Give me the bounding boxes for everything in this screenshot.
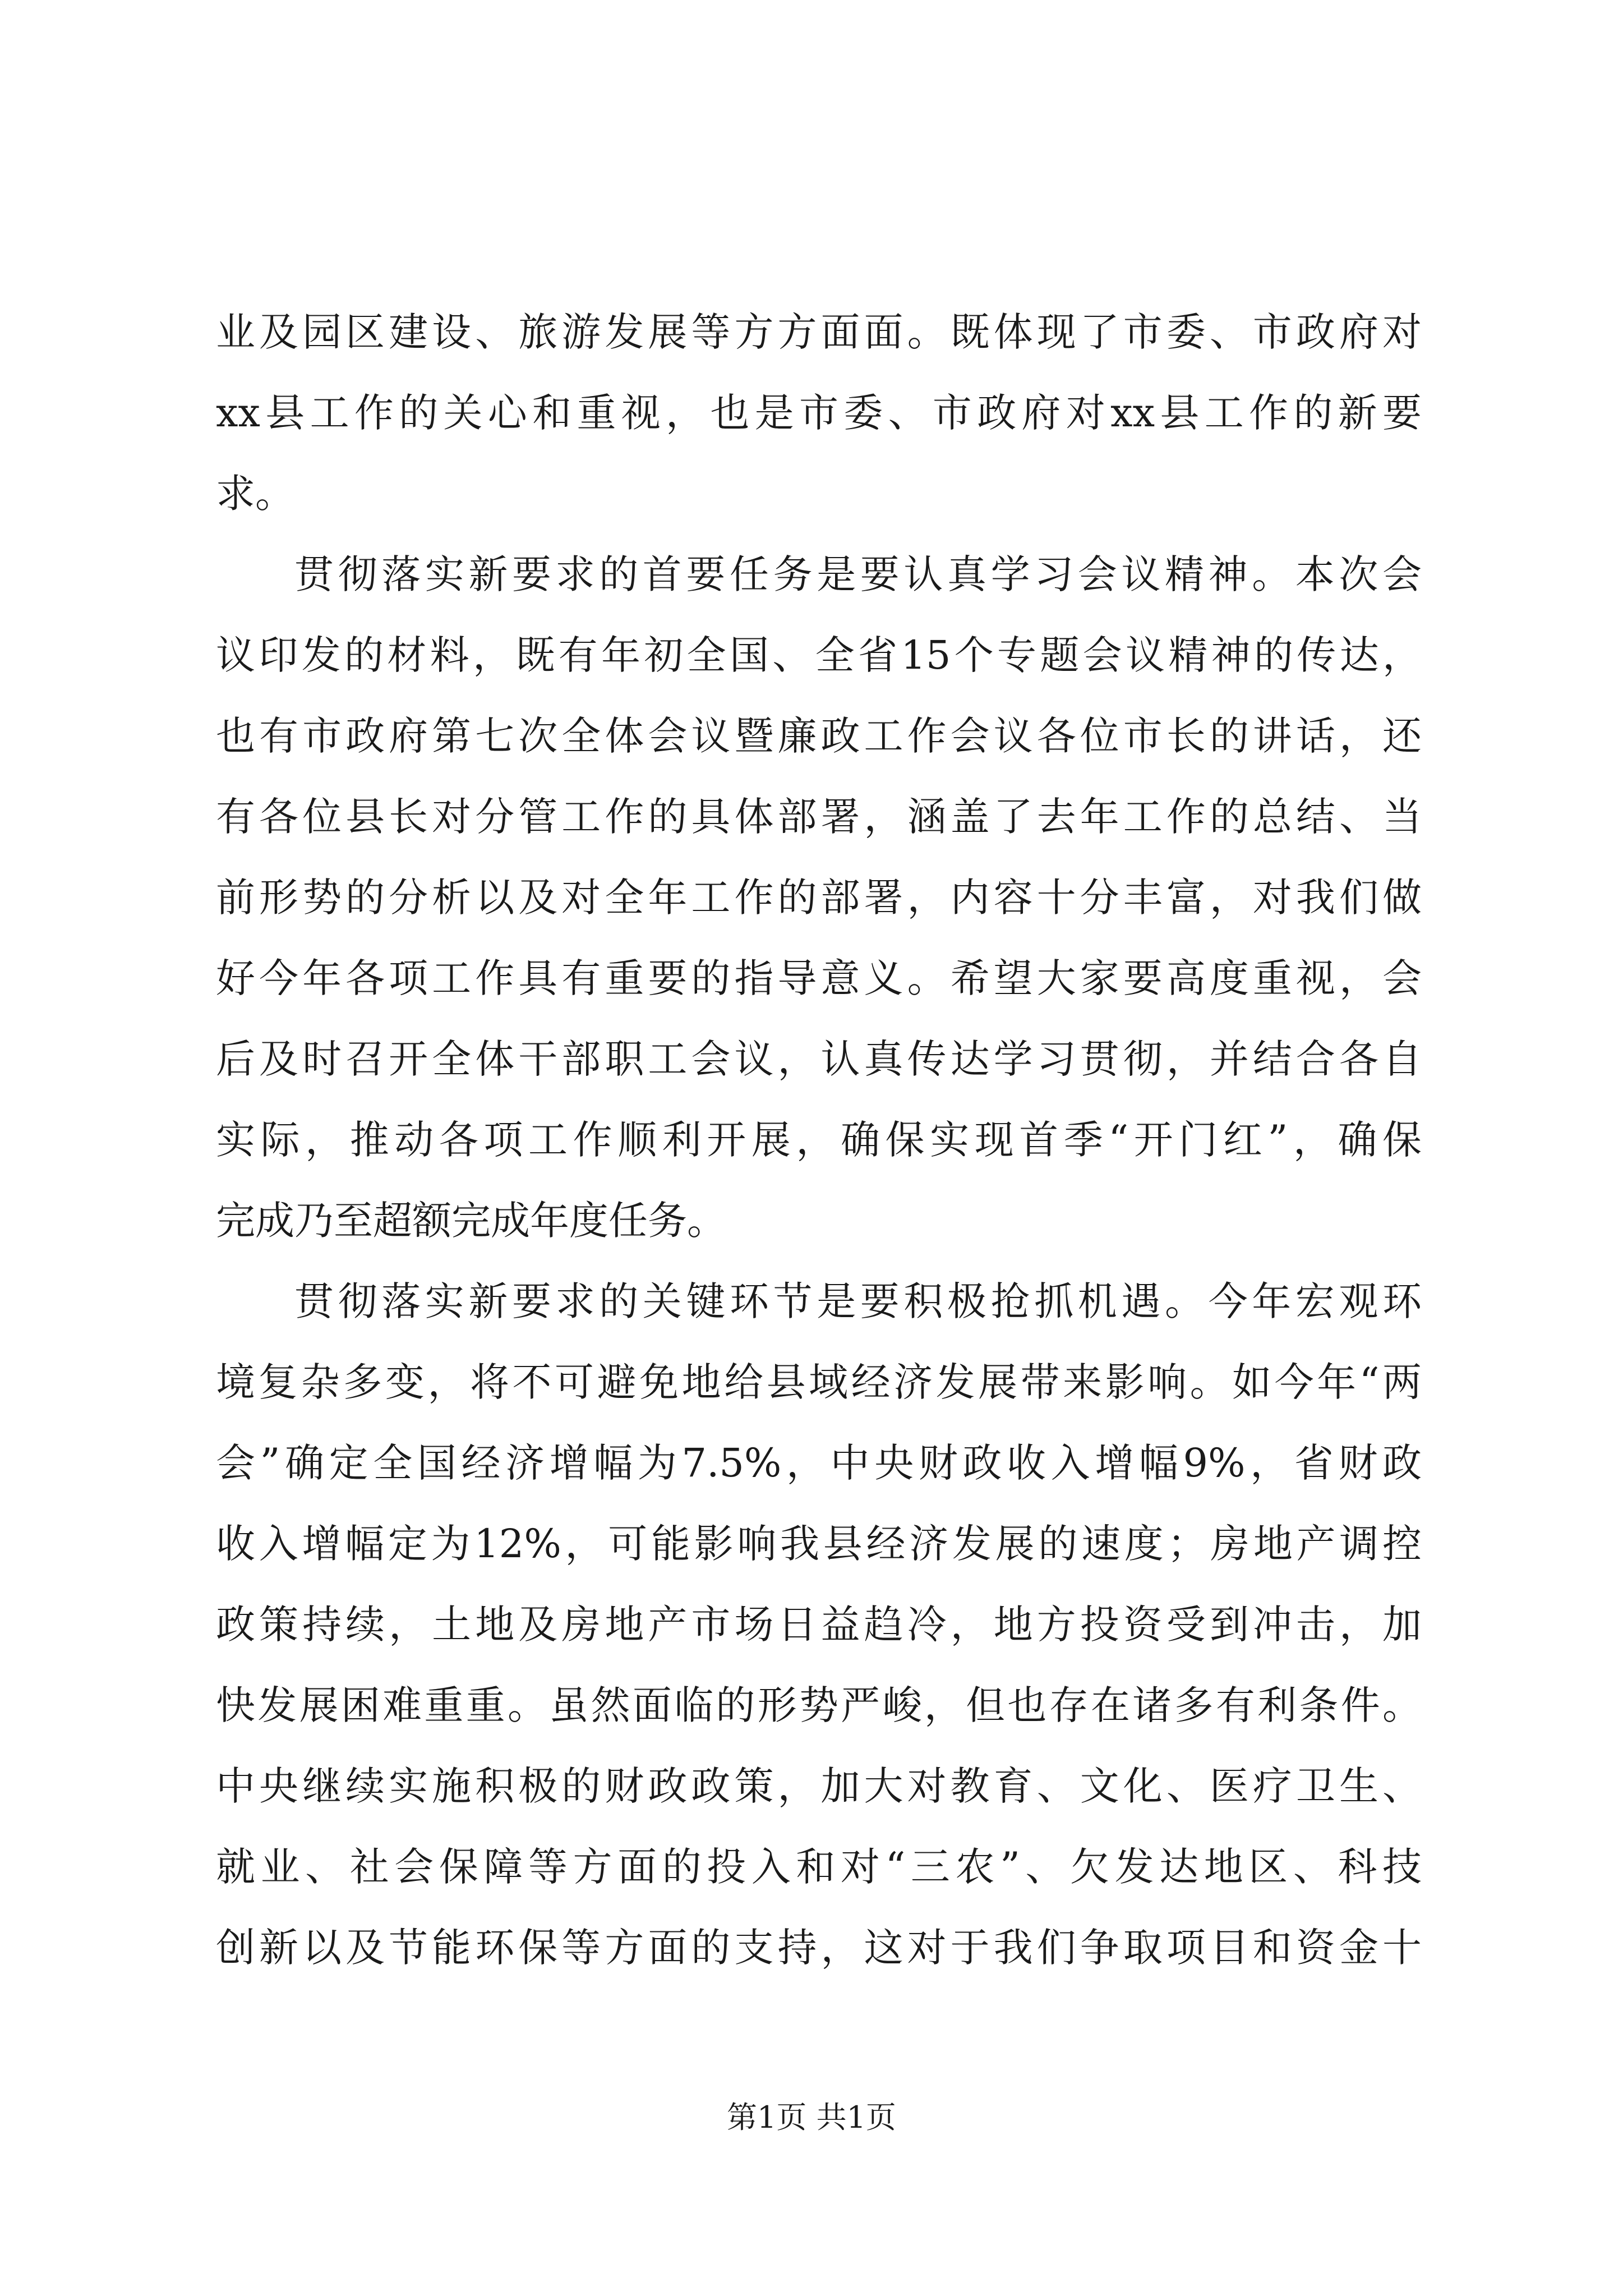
paragraph-line: 也有市政府第七次全体会议暨廉政工作会议各位市长的讲话，还 bbox=[216, 713, 1422, 759]
paragraph-2 bbox=[216, 534, 1422, 1261]
paragraph-line: 会”确定全国经济增幅为7.5%，中央财政收入增幅9%，省财政 bbox=[216, 1440, 1422, 1486]
document-body bbox=[216, 292, 1422, 1988]
paragraph-line: 贯彻落实新要求的关键环节是要积极抢抓机遇。今年宏观环 bbox=[294, 1278, 1422, 1324]
paragraph-3 bbox=[216, 1261, 1422, 1988]
paragraph-line: 有各位县长对分管工作的具体部署，涵盖了去年工作的总结、当 bbox=[216, 794, 1422, 840]
paragraph-line: xx县工作的关心和重视，也是市委、市政府对xx县工作的新要 bbox=[216, 390, 1422, 436]
paragraph-1 bbox=[216, 292, 1422, 534]
paragraph-line: 快发展困难重重。虽然面临的形势严峻，但也存在诸多有利条件。 bbox=[216, 1682, 1422, 1728]
paragraph-line: 中央继续实施积极的财政政策，加大对教育、文化、医疗卫生、 bbox=[216, 1763, 1422, 1809]
paragraph-line: 完成乃至超额完成年度任务。 bbox=[216, 1198, 726, 1244]
paragraph-line: 收入增幅定为12%，可能影响我县经济发展的速度；房地产调控 bbox=[216, 1521, 1422, 1567]
paragraph-line: 就业、社会保障等方面的投入和对“三农”、欠发达地区、科技 bbox=[216, 1844, 1422, 1890]
paragraph-line: 实际，推动各项工作顺利开展，确保实现首季“开门红”，确保 bbox=[216, 1117, 1422, 1163]
paragraph-line: 政策持续，土地及房地产市场日益趋冷，地方投资受到冲击，加 bbox=[216, 1602, 1422, 1648]
page-footer bbox=[0, 2098, 1623, 2137]
page-number: 第1页 共1页 bbox=[727, 2100, 896, 2135]
paragraph-line: 好今年各项工作具有重要的指导意义。希望大家要高度重视，会 bbox=[216, 955, 1422, 1001]
paragraph-line: 求。 bbox=[216, 471, 294, 517]
paragraph-line: 业及园区建设、旅游发展等方方面面。既体现了市委、市政府对 bbox=[216, 309, 1422, 355]
paragraph-line: 创新以及节能环保等方面的支持，这对于我们争取项目和资金十 bbox=[216, 1925, 1422, 1971]
paragraph-line: 境复杂多变，将不可避免地给县域经济发展带来影响。如今年“两 bbox=[216, 1359, 1422, 1405]
paragraph-line: 后及时召开全体干部职工会议，认真传达学习贯彻，并结合各自 bbox=[216, 1036, 1422, 1082]
paragraph-line: 前形势的分析以及对全年工作的部署，内容十分丰富，对我们做 bbox=[216, 875, 1422, 921]
paragraph-line: 议印发的材料，既有年初全国、全省15个专题会议精神的传达， bbox=[216, 632, 1422, 678]
paragraph-line: 贯彻落实新要求的首要任务是要认真学习会议精神。本次会 bbox=[294, 551, 1422, 597]
